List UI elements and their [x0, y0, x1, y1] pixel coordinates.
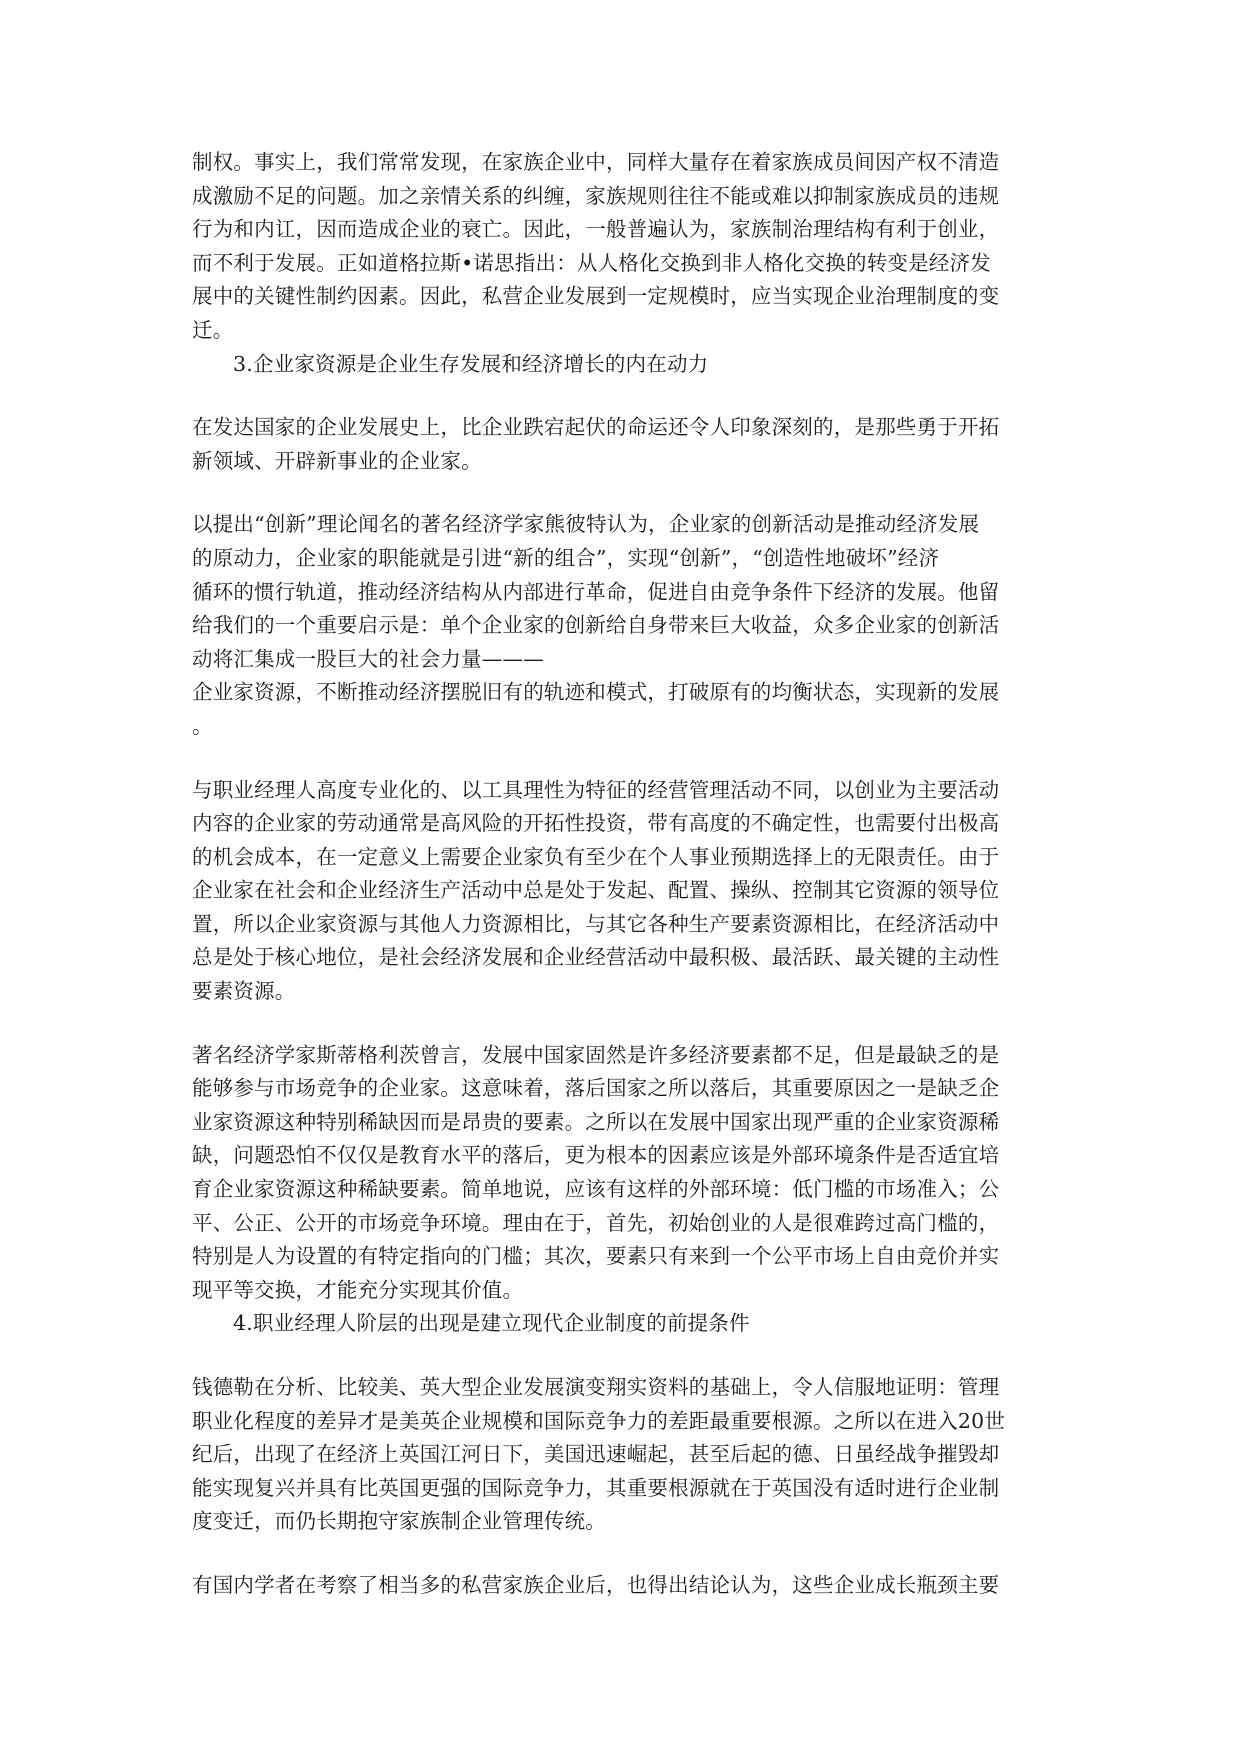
- text-line: 能实现复兴并具有比英国更强的国际竞争力，其重要根源就在于英国没有适时进行企业制: [192, 1475, 1000, 1500]
- text-line: 与职业经理人高度专业化的、以工具理性为特征的经营管理活动不同，以创业为主要活动: [192, 777, 1000, 802]
- text-line: 动将汇集成一股巨大的社会力量———: [192, 646, 544, 671]
- paragraph-stiglitz: [192, 1039, 1050, 1308]
- text-line: 现平等交换，才能充分实现其价值。: [192, 1277, 524, 1302]
- paragraph-schumpeter-innovation: [192, 508, 1050, 743]
- text-line: 内容的企业家的劳动通常是高风险的开拓性投资，带有高度的不确定性，也需要付出极高: [192, 811, 1000, 836]
- text-line: 行为和内讧，因而造成企业的衰亡。因此，一般普遍认为，家族制治理结构有利于创业，: [192, 217, 1000, 242]
- text-line: 缺，问题恐怕不仅仅是教育水平的落后，更为根本的因素应该是外部环境条件是否适宜培: [192, 1143, 1000, 1168]
- text-line: 要素资源。: [192, 979, 296, 1004]
- paragraph-gap: [192, 1009, 1050, 1039]
- text-line: 的机会成本，在一定意义上需要企业家负有至少在个人事业预期选择上的无限责任。由于: [192, 844, 1000, 869]
- text-line: 。: [192, 713, 213, 738]
- heading-text: 4.职业经理人阶层的出现是建立现代企业制度的前提条件: [233, 1311, 750, 1336]
- section-heading-4: [192, 1307, 1050, 1341]
- text-line: 制权。事实上，我们常常发现，在家族企业中，同样大量存在着家族成员间因产权不清造: [192, 150, 1000, 174]
- text-line: 有国内学者在考察了相当多的私营家族企业后，也得出结论认为，这些企业成长瓶颈主要: [192, 1572, 1000, 1597]
- text-line: 特别是人为设置的有特定指向的门槛；其次，要素只有来到一个公平市场上自由竞价并实: [192, 1244, 1000, 1269]
- text-line: 成激励不足的问题。加之亲情关系的纠缠，家族规则往往不能或难以抑制家族成员的违规: [192, 183, 1000, 208]
- text-line: 育企业家资源这种稀缺要素。简单地说，应该有这样的外部环境：低门槛的市场准入；公: [192, 1177, 1000, 1202]
- text-line: 能够参与市场竞争的企业家。这意味着，落后国家之所以落后，其重要原因之一是缺乏企: [192, 1076, 1000, 1101]
- section-heading-3: [192, 348, 1050, 382]
- text-line: 迁。: [192, 317, 234, 342]
- text-line: 而不利于发展。正如道格拉斯•诺思指出：从人格化交换到非人格化交换的转变是经济发: [192, 250, 991, 275]
- text-line: 度变迁，而仍长期抱守家族制企业管理传统。: [192, 1509, 606, 1534]
- text-line: 新领域、开辟新事业的企业家。: [192, 448, 482, 473]
- text-line: 纪后，出现了在经济上英国江河日下，美国迅速崛起，甚至后起的德、日虽经战争摧毁却: [192, 1442, 1000, 1467]
- text-line: 给我们的一个重要启示是：单个企业家的创新给自身带来巨大收益，众多企业家的创新活: [192, 613, 1000, 638]
- document-page: [192, 146, 1050, 1603]
- text-line: 展中的关键性制约因素。因此，私营企业发展到一定规模时，应当实现企业治理制度的变: [192, 284, 1000, 309]
- text-line: 的原动力，企业家的职能就是引进“新的组合”，实现“创新”，“创造性地破坏”经济: [192, 545, 940, 570]
- paragraph-gap: [192, 744, 1050, 774]
- text-line: 企业家资源，不断推动经济摆脱旧有的轨迹和模式，打破原有的均衡状态，实现新的发展: [192, 680, 1000, 705]
- paragraph-gap: [192, 381, 1050, 411]
- text-line: 置，所以企业家资源与其他人力资源相比，与其它各种生产要素资源相比，在经济活动中: [192, 911, 1000, 936]
- text-line: 平、公正、公开的市场竞争环境。理由在于，首先，初始创业的人是很难跨过高门槛的，: [192, 1210, 1000, 1235]
- text-line: 以提出“创新”理论闻名的著名经济学家熊彼特认为，企业家的创新活动是推动经济发展: [192, 512, 980, 537]
- paragraph-gap: [192, 1539, 1050, 1569]
- text-line: 总是处于核心地位，是社会经济发展和企业经营活动中最积极、最活跃、最关键的主动性: [192, 945, 1000, 970]
- text-line: 钱德勒在分析、比较美、英大型企业发展演变翔实资料的基础上，令人信服地证明：管理: [192, 1375, 1000, 1399]
- text-line: 企业家在社会和企业经济生产活动中总是处于发起、配置、操纵、控制其它资源的领导位: [192, 878, 1000, 903]
- text-line: 循环的惯行轨道，推动经济结构从内部进行革命，促进自由竞争条件下经济的发展。他留: [192, 579, 1000, 604]
- paragraph-entrepreneurs-history: [192, 411, 1050, 478]
- text-line: 著名经济学家斯蒂格利茨曾言，发展中国家固然是许多经济要素都不足，但是最缺乏的是: [192, 1042, 1000, 1067]
- text-line: 职业化程度的差异才是美英企业规模和国际竞争力的差距最重要根源。之所以在进入20世: [192, 1408, 1006, 1433]
- paragraph-entrepreneur-vs-manager: [192, 774, 1050, 1009]
- paragraph-chandler: [192, 1371, 1050, 1539]
- text-line: 在发达国家的企业发展史上，比企业跌宕起伏的命运还令人印象深刻的，是那些勇于开拓: [192, 415, 1000, 440]
- text-line: 业家资源这种特别稀缺因而是昂贵的要素。之所以在发展中国家出现严重的企业家资源稀: [192, 1109, 1000, 1134]
- paragraph-domestic-scholars: [192, 1569, 1050, 1603]
- heading-text: 3.企业家资源是企业生存发展和经济增长的内在动力: [233, 351, 709, 376]
- paragraph-family-governance: [192, 146, 1050, 348]
- paragraph-gap: [192, 478, 1050, 508]
- paragraph-gap: [192, 1341, 1050, 1371]
